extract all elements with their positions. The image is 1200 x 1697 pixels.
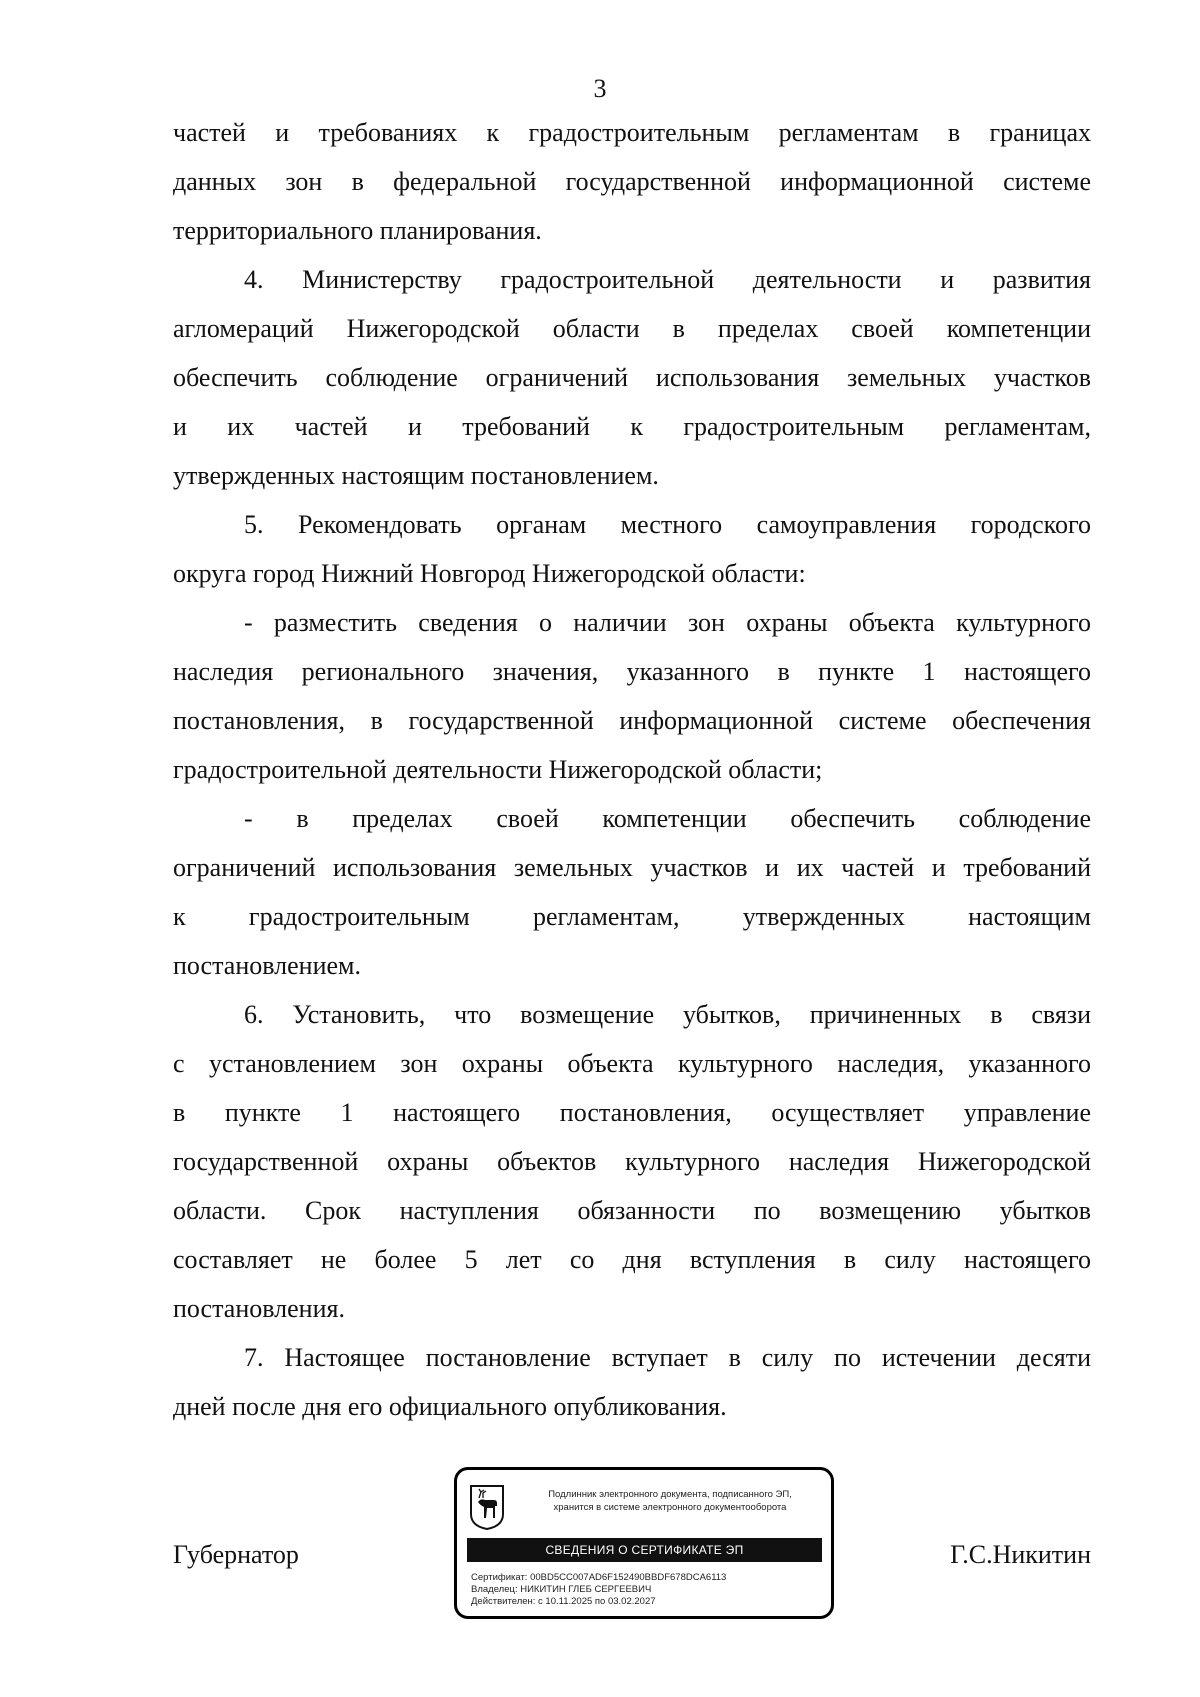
stamp-header: СВЕДЕНИЯ О СЕРТИФИКАТЕ ЭП: [467, 1538, 822, 1562]
stamp-details: [471, 1572, 821, 1608]
text-line: - разместить сведения о наличии зон охраны объекта культурного: [244, 608, 1091, 637]
text-line: округа город Нижний Новгород Нижегородской области:: [173, 559, 806, 588]
text-line: наследия регионального значения, указанного в пункте 1 настоящего: [173, 657, 1091, 686]
signatory-name: Г.С.Никитин: [950, 1540, 1091, 1569]
text-line: градостроительной деятельности Нижегородской области;: [173, 755, 823, 784]
text-line: 7. Настоящее постановление вступает в силу по истечении десяти: [244, 1343, 1091, 1372]
text-line: утвержденных настоящим постановлением.: [173, 461, 659, 490]
text-line: - в пределах своей компетенции обеспечить соблюдение: [244, 804, 1091, 833]
document-body: [173, 108, 1091, 1431]
certificate-owner: Владелец: НИКИТИН ГЛЕБ СЕРГЕЕВИЧ: [471, 1584, 652, 1595]
certificate-validity: Действителен: с 10.11.2025 по 03.02.2027: [471, 1596, 656, 1607]
text-line: в пункте 1 настоящего постановления, осуществляет управление: [173, 1098, 1091, 1127]
text-line: дней после дня его официального опубликования.: [173, 1392, 727, 1421]
text-line: агломераций Нижегородской области в пределах своей компетенции: [173, 314, 1091, 343]
deer-coat-of-arms-icon: [469, 1484, 505, 1530]
text-line: постановления, в государственной информационной системе обеспечения: [173, 706, 1091, 735]
stamp-note-line: хранится в системе электронного документооборота: [553, 1502, 787, 1513]
page-number: 3: [593, 74, 607, 103]
stamp-note: [515, 1488, 825, 1514]
electronic-signature-stamp: [454, 1467, 834, 1619]
text-line: и их частей и требований к градостроительным регламентам,: [173, 412, 1091, 441]
certificate-number: Сертификат: 00BD5CC007AD6F152490BBDF678DCA6113: [471, 1572, 727, 1583]
text-line: частей и требованиях к градостроительным регламентам в границах: [173, 118, 1091, 147]
text-line: постановления.: [173, 1294, 345, 1323]
text-line: составляет не более 5 лет со дня вступления в силу настоящего: [173, 1245, 1091, 1274]
text-line: к градостроительным регламентам, утвержденных настоящим: [173, 902, 1091, 931]
text-line: с установлением зон охраны объекта культурного наследия, указанного: [173, 1049, 1091, 1078]
text-line: территориального планирования.: [173, 216, 542, 245]
stamp-note-line: Подлинник электронного документа, подписанного ЭП,: [548, 1489, 792, 1500]
text-line: постановлением.: [173, 951, 362, 980]
text-line: 6. Установить, что возмещение убытков, причиненных в связи: [244, 1000, 1091, 1029]
text-line: ограничений использования земельных участков и их частей и требований: [173, 853, 1091, 882]
text-line: 5. Рекомендовать органам местного самоуправления городского: [244, 510, 1091, 539]
text-line: государственной охраны объектов культурного наследия Нижегородской: [173, 1147, 1091, 1176]
signatory-title: Губернатор: [173, 1540, 299, 1569]
text-line: 4. Министерству градостроительной деятельности и развития: [244, 265, 1091, 294]
text-line: области. Срок наступления обязанности по возмещению убытков: [173, 1196, 1091, 1225]
text-line: данных зон в федеральной государственной информационной системе: [173, 167, 1091, 196]
text-line: обеспечить соблюдение ограничений использования земельных участков: [173, 363, 1091, 392]
